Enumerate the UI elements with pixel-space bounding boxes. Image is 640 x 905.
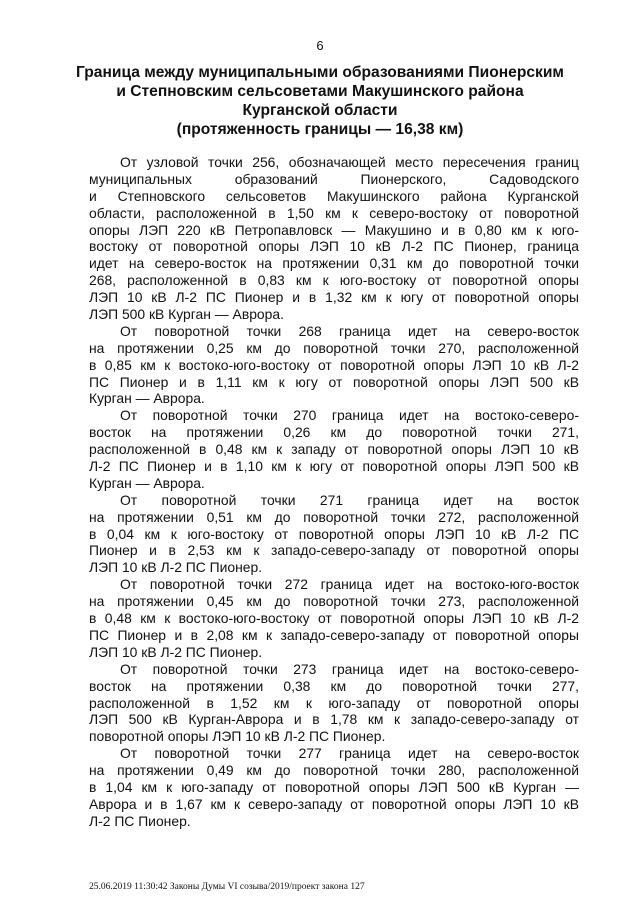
paragraph-line: востоку от поворотной опоры ЛЭП 10 кВ Л-2 ПС Пионер, граница bbox=[89, 238, 579, 255]
paragraph-line: в 0,85 км к востоко-юго-востоку от поворотной опоры ЛЭП 10 кВ Л-2 bbox=[89, 356, 579, 373]
paragraph-line: ЛЭП 500 кВ Курган — Аврора. bbox=[89, 306, 284, 323]
paragraph-line: От поворотной точки 271 граница идет на восток bbox=[120, 491, 579, 508]
paragraph-line: Курган — Аврора. bbox=[89, 474, 205, 491]
paragraph bbox=[89, 407, 579, 491]
paragraph-line: Л-2 ПС Пионер и в 1,10 км к югу от поворотной опоры ЛЭП 500 кВ bbox=[89, 458, 579, 475]
paragraph-line: 268, расположенной в 0,83 км к юго-востоку от поворотной опоры bbox=[89, 272, 579, 289]
paragraph-line: на протяжении 0,49 км до поворотной точки 280, расположенной bbox=[89, 762, 579, 779]
paragraph-line: От поворотной точки 272 граница идет на востоко-юго-восток bbox=[120, 576, 579, 593]
paragraph-line: Л-2 ПС Пионер. bbox=[89, 812, 191, 829]
paragraph-line: От поворотной точки 273 граница идет на востоко-северо- bbox=[120, 660, 579, 677]
paragraph-line: опоры ЛЭП 220 кВ Петропавловск — Макушино и в 0,80 км к юго- bbox=[89, 221, 579, 238]
paragraph bbox=[89, 154, 579, 323]
document-title bbox=[60, 63, 580, 139]
paragraph-line: ПС Пионер и в 1,11 км к югу от поворотной опоры ЛЭП 500 кВ bbox=[89, 373, 579, 390]
paragraph-line: на протяжении 0,45 км до поворотной точки 273, расположенной bbox=[89, 593, 579, 610]
paragraph bbox=[89, 576, 579, 660]
paragraph-line: расположенной в 1,52 км к юго-западу от поворотной опоры bbox=[89, 694, 579, 711]
paragraph-line: ЛЭП 10 кВ Л-2 ПС Пионер и в 1,32 км к югу от поворотной опоры bbox=[89, 289, 579, 306]
paragraph-line: восток на протяжении 0,26 км до поворотной точки 271, bbox=[89, 424, 579, 441]
paragraph-line: и Степновского сельсоветов Макушинского района Курганской bbox=[89, 187, 579, 204]
paragraph-line: ЛЭП 10 кВ Л-2 ПС Пионер. bbox=[89, 643, 263, 660]
title-line: Курганской области bbox=[242, 102, 398, 119]
paragraph bbox=[89, 745, 579, 829]
paragraph-line: Пионер и в 2,53 км к западо-северо-западу от поворотной опоры bbox=[89, 542, 579, 559]
paragraph-line: Аврора и в 1,67 км к северо-западу от поворотной опоры ЛЭП 10 кВ bbox=[89, 795, 579, 812]
paragraph bbox=[89, 661, 579, 745]
paragraph-line: восток на протяжении 0,38 км до поворотной точки 277, bbox=[89, 677, 579, 694]
paragraph-line: на протяжении 0,51 км до поворотной точки 272, расположенной bbox=[89, 508, 579, 525]
paragraph-line: От поворотной точки 277 граница идет на северо-восток bbox=[120, 745, 579, 762]
paragraph-line: ЛЭП 500 кВ Курган-Аврора и в 1,78 км к западо-северо-западу от bbox=[89, 711, 579, 728]
paragraph bbox=[89, 492, 579, 576]
paragraph-line: в 0,48 км к востоко-юго-востоку от поворотной опоры ЛЭП 10 кВ Л-2 bbox=[89, 610, 579, 627]
paragraph-line: От узловой точки 256, обозначающей место пересечения границ bbox=[120, 154, 579, 170]
paragraph-line: Курган — Аврора. bbox=[89, 390, 205, 407]
paragraph-line: в 1,04 км к юго-западу от поворотной опоры ЛЭП 500 кВ Курган — bbox=[89, 778, 579, 795]
paragraph-line: области, расположенной в 1,50 км к северо-востоку от поворотной bbox=[89, 204, 579, 221]
paragraph-line: в 0,04 км к юго-востоку от поворотной опоры ЛЭП 10 кВ Л-2 ПС bbox=[89, 525, 579, 542]
page-footer: 25.06.2019 11:30:42 Законы Думы VI созыва/2019/проект закона 127 bbox=[89, 882, 365, 892]
page-number: 6 bbox=[316, 38, 324, 53]
title-line: (протяженность границы — 16,38 км) bbox=[176, 121, 464, 138]
paragraph-line: идет на северо-восток на протяжении 0,31 км до поворотной точки bbox=[89, 255, 579, 272]
paragraph-line: ПС Пионер и в 2,08 км к западо-северо-западу от поворотной опоры bbox=[89, 626, 579, 643]
title-line: и Степновским сельсоветами Макушинского района bbox=[116, 83, 524, 100]
paragraph-line: От поворотной точки 270 граница идет на востоко-северо- bbox=[120, 407, 579, 424]
paragraph-line: поворотной опоры ЛЭП 10 кВ Л-2 ПС Пионер. bbox=[89, 728, 386, 745]
paragraph-line: ЛЭП 10 кВ Л-2 ПС Пионер. bbox=[89, 559, 263, 576]
paragraph-line: на протяжении 0,25 км до поворотной точки 270, расположенной bbox=[89, 339, 579, 356]
document-body bbox=[89, 154, 579, 830]
paragraph-line: расположенной в 0,48 км к западу от поворотной опоры ЛЭП 10 кВ bbox=[89, 441, 579, 458]
title-line: Граница между муниципальными образованиями Пионерским bbox=[76, 64, 564, 81]
paragraph-line: От поворотной точки 268 граница идет на северо-восток bbox=[120, 322, 579, 339]
paragraph bbox=[89, 323, 579, 407]
paragraph-line: муниципальных образований Пионерского, Садоводского bbox=[89, 170, 579, 187]
